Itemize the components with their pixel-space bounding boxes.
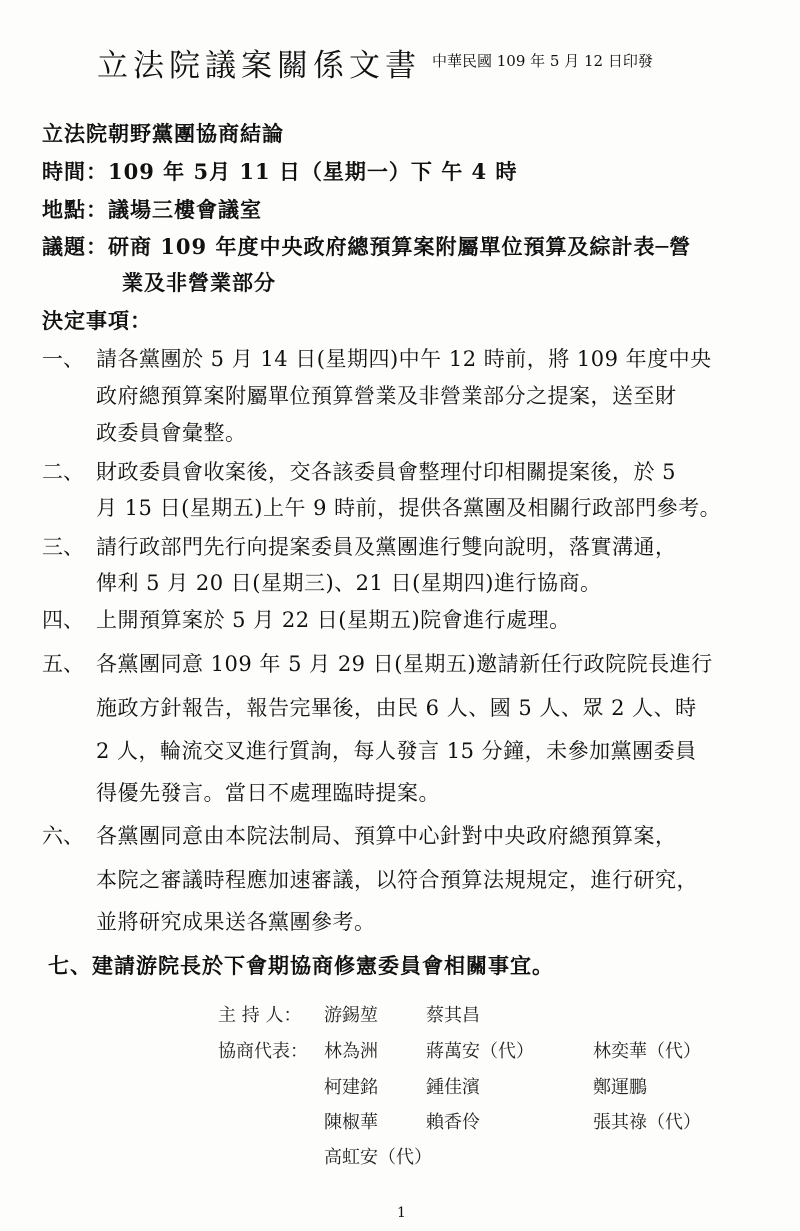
place-value: 議場三樓會議室 [108, 197, 262, 222]
decision-line: 請各黨團於 5 月 14 日(星期四)中午 12 時前，將 109 年度中央 [96, 347, 712, 371]
decision-number: 二、 [42, 460, 84, 484]
rep-name: 林奕華（代） [593, 1041, 701, 1062]
time-label: 時間： [42, 159, 108, 184]
place-label: 地點： [42, 197, 108, 222]
time-value: 109 年 5月 11 日（星期一）下 午 4 時 [108, 159, 518, 184]
decision-number: 四、 [42, 608, 84, 632]
decision-line: 月 15 日(星期五)上午 9 時前，提供各黨團及相關行政部門參考。 [96, 496, 722, 520]
meeting-place [42, 194, 262, 224]
decision-line: 施政方針報告，報告完畢後，由民 6 人、國 5 人、眾 2 人、時 [96, 696, 697, 720]
decision-number: 五、 [42, 652, 84, 676]
decision-line: 各黨團同意 109 年 5 月 29 日(星期五)邀請新任行政院院長進行 [96, 652, 713, 676]
decision-item-7: 七、建請游院長於下會期協商修憲委員會相關事宜。 [48, 953, 554, 978]
decision-line: 2 人，輪流交叉進行質詢，每人發言 15 分鐘，未參加黨團委員 [96, 739, 697, 763]
page-number: 1 [397, 1205, 406, 1221]
decision-line: 政府總預算案附屬單位預算營業及非營業部分之提案，送至財 [96, 384, 677, 408]
chair-name: 游錫堃 [324, 1005, 378, 1026]
chair-name: 蔡其昌 [426, 1005, 480, 1026]
decision-line: 本院之審議時程應加速審議，以符合預算法規規定，進行研究， [96, 868, 698, 892]
rep-name: 柯建銘 [324, 1077, 378, 1098]
decision-line: 俾利 5 月 20 日(星期三)、21 日(星期四)進行協商。 [96, 571, 602, 595]
decision-line: 上開預算案於 5 月 22 日(星期五)院會進行處理。 [96, 608, 571, 632]
rep-label: 協商代表： [218, 1041, 308, 1062]
decision-number: 一、 [42, 347, 84, 371]
decision-line: 得優先發言。當日不處理臨時提案。 [96, 781, 440, 805]
rep-name: 鍾佳濱 [426, 1077, 480, 1098]
decision-line: 並將研究成果送各黨團參考。 [96, 910, 376, 934]
meeting-topic [42, 231, 691, 261]
decision-line: 請行政部門先行向提案委員及黨團進行雙向說明，落實溝通， [96, 535, 677, 559]
rep-name: 賴香伶 [426, 1112, 480, 1133]
topic-line-2: 業及非營業部分 [122, 270, 276, 295]
decision-number: 三、 [42, 535, 84, 559]
decision-number: 六、 [42, 824, 84, 848]
decisions-label: 決定事項： [42, 308, 152, 333]
decision-line: 財政委員會收案後，交各該委員會整理付印相關提案後，於 5 [96, 460, 677, 484]
print-date: 中華民國 109 年 5 月 12 日印發 [432, 52, 653, 70]
rep-name: 高虹安（代） [324, 1147, 432, 1168]
conclusion-title: 立法院朝野黨團協商結論 [42, 121, 284, 146]
meeting-time [42, 156, 517, 186]
decision-line: 各黨團同意由本院法制局、預算中心針對中央政府總預算案， [96, 824, 677, 848]
document-title: 立法院議案關係文書 [97, 48, 421, 84]
rep-name: 鄭運鵬 [593, 1077, 647, 1098]
rep-name: 陳椒華 [324, 1112, 378, 1133]
topic-line-1: 研商 109 年度中央政府總預算案附屬單位預算及綜計表─營 [108, 234, 692, 259]
decision-line: 政委員會彙整。 [96, 421, 247, 445]
rep-name: 張其祿（代） [593, 1112, 701, 1133]
topic-label: 議題： [42, 234, 108, 259]
rep-name: 蔣萬安（代） [426, 1041, 534, 1062]
rep-name: 林為洲 [324, 1041, 378, 1062]
chair-label: 主 持 人： [218, 1005, 302, 1026]
